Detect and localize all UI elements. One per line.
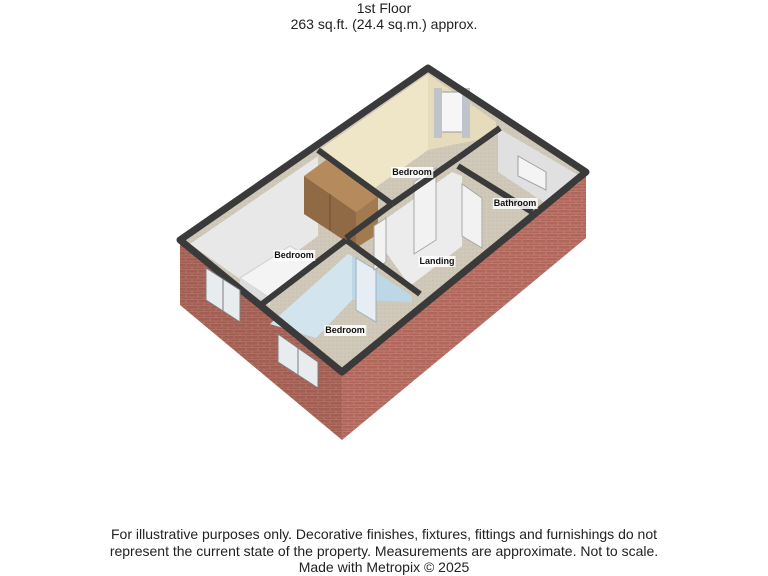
room-label-landing: Landing	[419, 256, 455, 266]
room-label-bedroom-top: Bedroom	[392, 167, 432, 177]
floor-area: 263 sq.ft. (24.4 sq.m.) approx.	[290, 16, 478, 32]
floor-title: 1st Floor	[356, 0, 412, 16]
credit-line: Made with Metropix © 2025	[298, 559, 470, 575]
room-label-bedroom-left: Bedroom	[274, 250, 314, 260]
room-label-bathroom: Bathroom	[493, 198, 537, 208]
room-label-bedroom-front: Bedroom	[325, 325, 365, 335]
disclaimer-line-2: represent the current state of the property. Measurements are approximate. Not to scale.	[109, 543, 659, 559]
disclaimer-line-1: For illustrative purposes only. Decorative finishes, fixtures, fittings and furnishings do not	[111, 526, 657, 542]
